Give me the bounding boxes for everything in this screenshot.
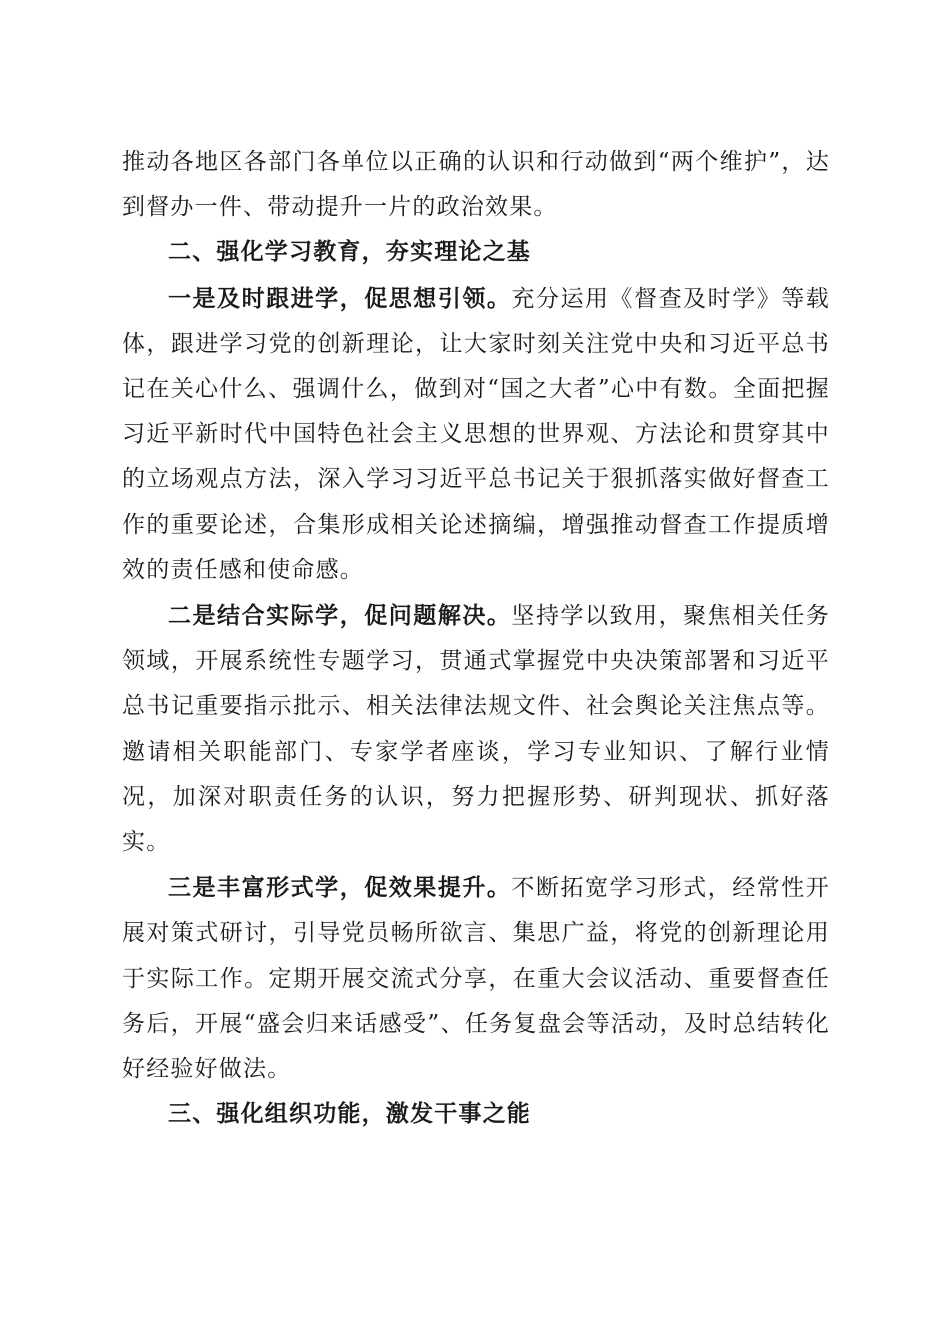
paragraph-body: 不断拓宽学习形式，经常性开展对策式研讨，引导党员畅所欲言、集思广益，将党的创新理论用于实际工作。定期开展交流式分享，在重大会议活动、重要督查任务后，开展“盛会归来话感受”、任务复盘会等活动，及时总结转化好经验好做法。 [122,875,830,1083]
paragraph-body: 坚持学以致用，聚焦相关任务领域，开展系统性专题学习，贯通式掌握党中央决策部署和习近平总书记重要指示批示、相关法律法规文件、社会舆论关注焦点等。邀请相关职能部门、专家学者座谈，学习专业知识、了解行业情况，加深对职责任务的认识，努力把握形势、研判现状、抓好落实。 [122,603,830,856]
paragraph-learn-timely [122,276,830,593]
paragraph-learn-forms [122,865,830,1092]
section-heading-3: 三、强化组织功能，激发干事之能 [168,1101,531,1128]
paragraph-learn-practical [122,593,830,865]
paragraph-lead: 三是丰富形式学，促效果提升。 [168,874,512,902]
document-body [122,140,830,1137]
paragraph-body: 充分运用《督查及时学》等载体，跟进学习党的创新理论，让大家时刻关注党中央和习近平总书记在关心什么、强调什么，做到对“国之大者”心中有数。全面把握习近平新时代中国特色社会主义思想的世界观、方法论和贯穿其中的立场观点方法，深入学习习近平总书记关于狠抓落实做好督查工作的重要论述，合集形成相关论述摘编，增强推动督查工作提质增效的责任感和使命感。 [122,285,830,583]
paragraph-continuation: 推动各地区各部门各单位以正确的认识和行动做到“两个维护”，达到督办一件、带动提升一片的政治效果。 [122,149,830,221]
section-heading-2: 二、强化学习教育，夯实理论之基 [168,239,531,266]
paragraph-lead: 一是及时跟进学，促思想引领。 [168,284,512,312]
paragraph-lead: 二是结合实际学，促问题解决。 [168,602,512,630]
